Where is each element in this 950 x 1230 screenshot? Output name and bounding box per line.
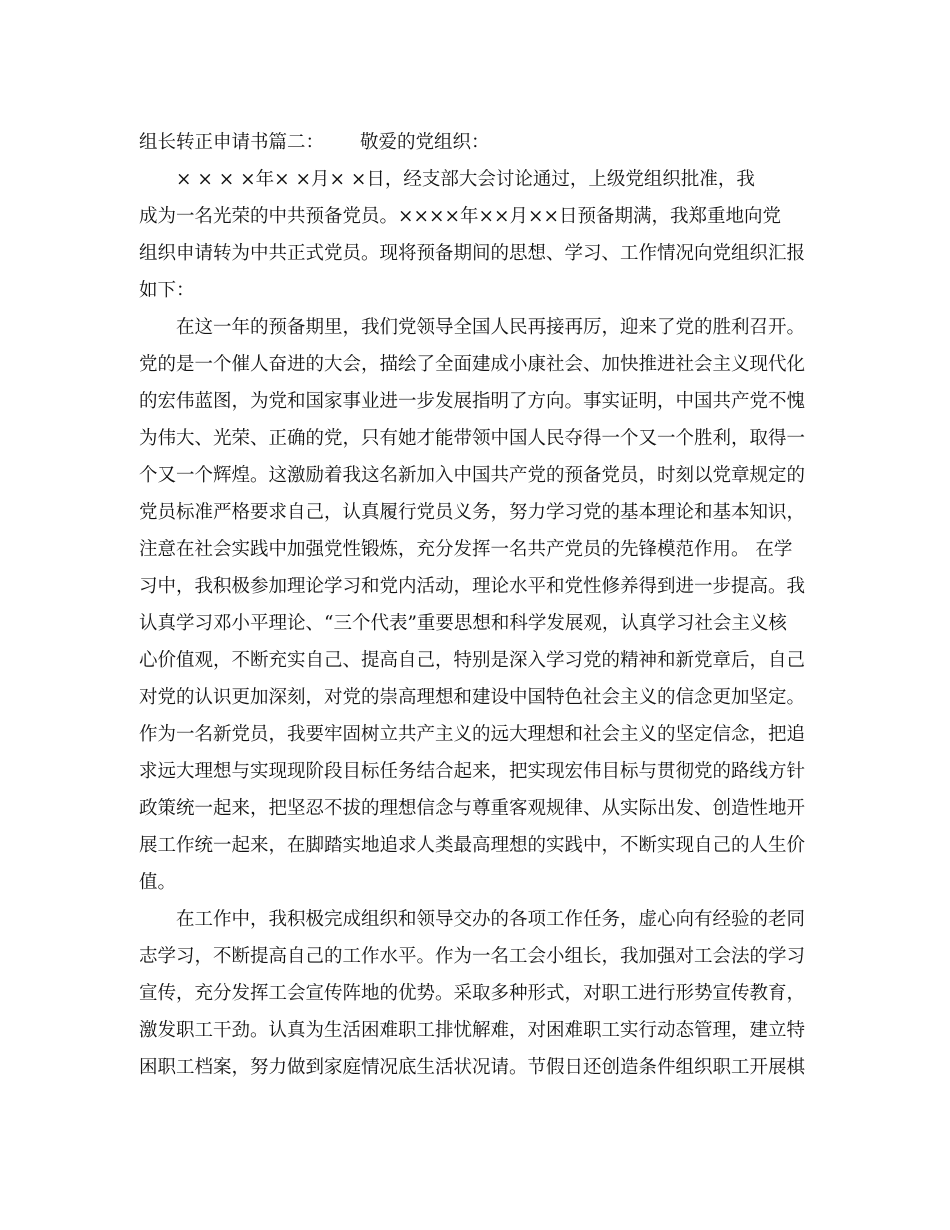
- paragraph-line: 注意在社会实践中加强党性锻炼，充分发挥一名共产党员的先锋模范作用。 在学: [139, 539, 793, 560]
- paragraph-line: 在工作中，我积极完成组织和领导交办的各项工作任务，虚心向有经验的老同: [176, 909, 806, 930]
- paragraph-line: 求远大理想与实现现阶段目标任务结合起来，把实现宏伟目标与贯彻党的路线方针: [139, 761, 806, 782]
- paragraph-line: 为伟大、光荣、正确的党，只有她才能带领中国人民夺得一个又一个胜利，取得一: [139, 428, 806, 449]
- salutation: 敬爱的党组织：: [360, 132, 490, 153]
- paragraph-line: 个又一个辉煌。这激励着我这名新加入中国共产党的预备党员，时刻以党章规定的: [139, 465, 806, 486]
- paragraph-line: 党员标准严格要求自己，认真履行党员义务，努力学习党的基本理论和基本知识，: [139, 502, 806, 523]
- paragraph-line: 激发职工干劲。认真为生活困难职工排忧解难，对困难职工实行动态管理，建立特: [139, 1020, 806, 1041]
- heading-line: [139, 130, 490, 156]
- paragraph-line: 对党的认识更加深刻，对党的崇高理想和建设中国特色社会主义的信念更加坚定。: [139, 687, 806, 708]
- paragraph-line: 党的是一个催人奋进的大会，描绘了全面建成小康社会、加快推进社会主义现代化: [139, 354, 806, 375]
- paragraph-line: 困职工档案，努力做到家庭情况底生活状况请。节假日还创造条件组织职工开展棋: [139, 1057, 806, 1078]
- paragraph-line: 心价值观，不断充实自己、提高自己，特别是深入学习党的精神和新党章后，自己: [139, 650, 806, 671]
- paragraph-line: 成为一名光荣的中共预备党员。××××年××月××日预备期满，我郑重地向党: [139, 206, 782, 227]
- paragraph-line: 在这一年的预备期里，我们党领导全国人民再接再厉，迎来了党的胜利召开。: [176, 317, 806, 338]
- paragraph-line: 政策统一起来，把坚忍不拔的理想信念与尊重客观规律、从实际出发、创造性地开: [139, 798, 806, 819]
- paragraph-line: × × × ×年× ×月× ×日，经支部大会讨论通过，上级党组织批准，我: [176, 169, 755, 190]
- paragraph-line: 展工作统一起来，在脚踏实地追求人类最高理想的实践中，不断实现自己的人生价: [139, 835, 806, 856]
- paragraph-line: 如下：: [139, 280, 195, 301]
- document-heading: 组长转正申请书篇二：: [139, 132, 325, 153]
- paragraph-line: 的宏伟蓝图，为党和国家事业进一步发展指明了方向。事实证明，中国共产党不愧: [139, 391, 806, 412]
- paragraph-line: 习中，我积极参加理论学习和党内活动，理论水平和党性修养得到进一步提高。我: [139, 576, 806, 597]
- paragraph-line: 志学习，不断提高自己的工作水平。作为一名工会小组长，我加强对工会法的学习: [139, 946, 806, 967]
- paragraph-line: 认真学习邓小平理论、“三个代表”重要思想和科学发展观，认真学习社会主义核: [139, 613, 787, 634]
- paragraph-line: 宣传，充分发挥工会宣传阵地的优势。采取多种形式，对职工进行形势宣传教育，: [139, 983, 806, 1004]
- paragraph-line: 组织申请转为中共正式党员。现将预备期间的思想、学习、工作情况向党组织汇报: [139, 243, 806, 264]
- paragraph-line: 值。: [139, 872, 177, 893]
- paragraph-line: 作为一名新党员，我要牢固树立共产主义的远大理想和社会主义的坚定信念，把追: [139, 724, 806, 745]
